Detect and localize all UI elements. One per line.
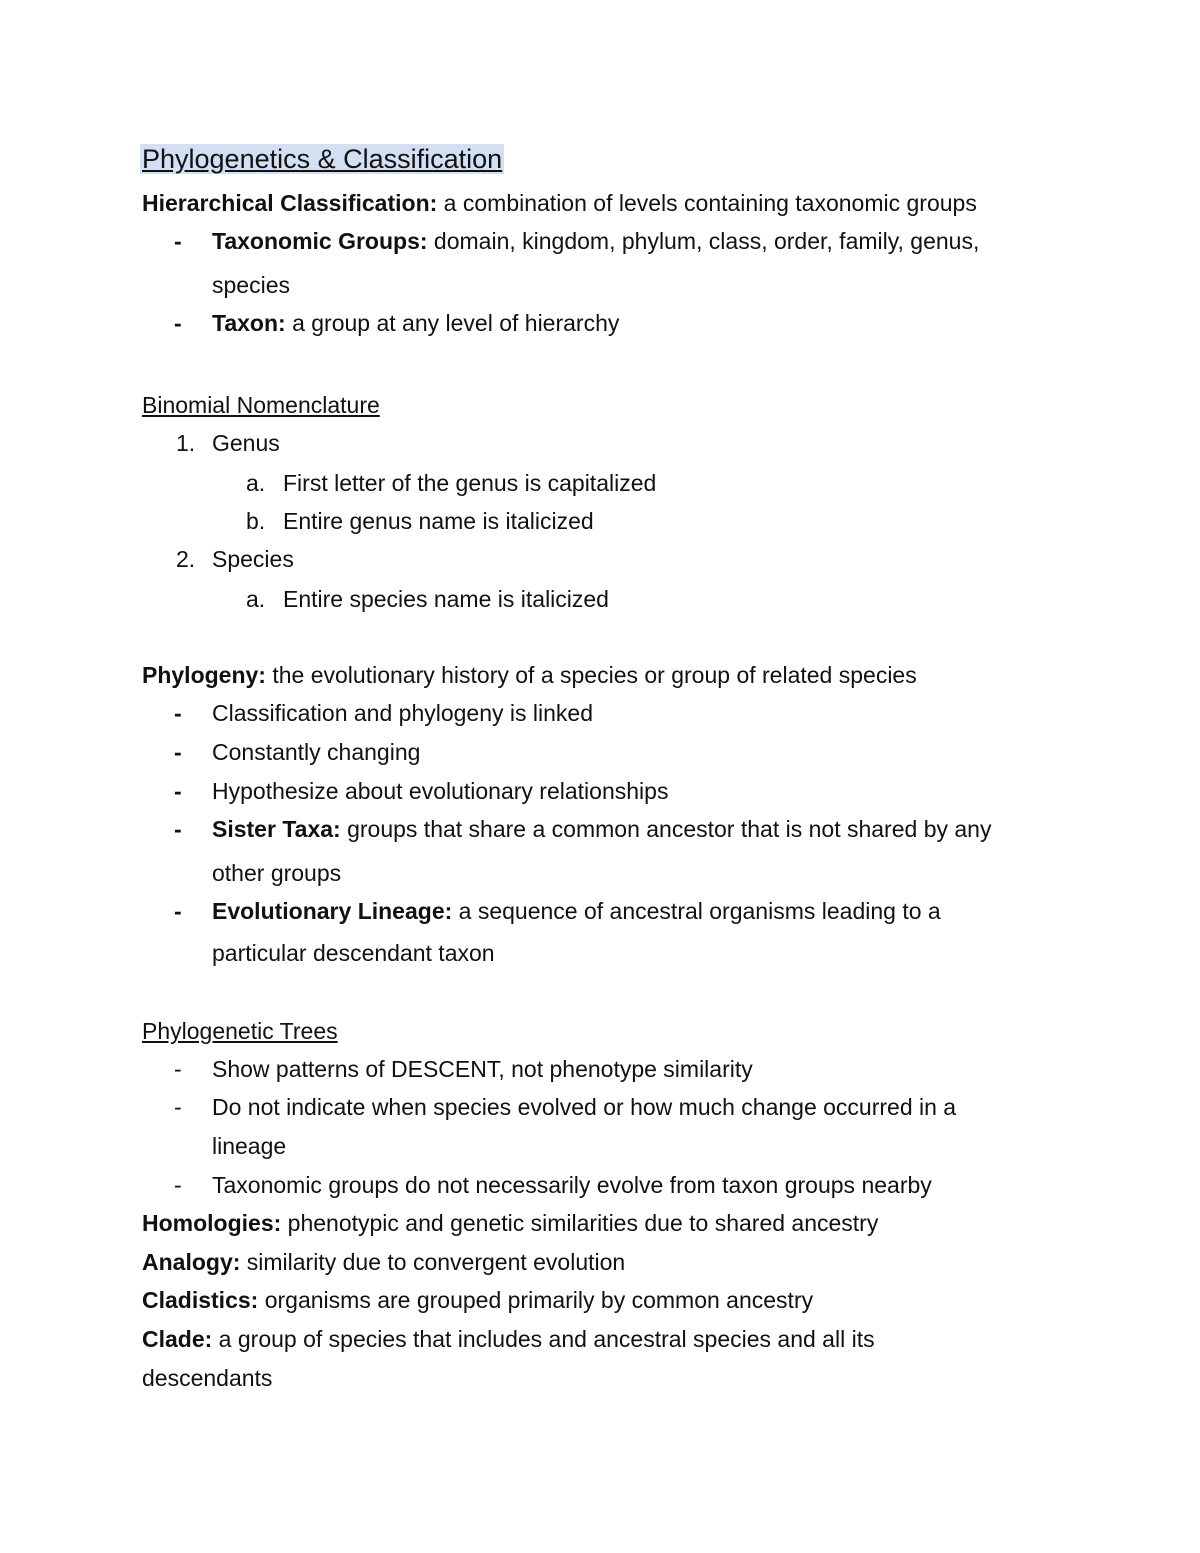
item-number: 2. <box>176 546 196 572</box>
taxonomic-groups-cont: species <box>212 272 290 298</box>
cladistics-text: organisms are grouped primarily by common ancestry <box>258 1287 814 1313</box>
phylogenetic-trees-heading: Phylogenetic Trees <box>142 1018 338 1044</box>
clade-line-continuation: descendants <box>142 1365 273 1391</box>
evolutionary-lineage-text: a sequence of ancestral organisms leading to a <box>452 898 941 924</box>
dash-bullet: - <box>174 816 182 842</box>
homologies-line <box>142 1208 878 1238</box>
dash-bullet: - <box>174 778 182 804</box>
clade-term: Clade: <box>142 1326 213 1352</box>
dash-bullet: - <box>174 739 182 765</box>
dash-bullet: - <box>174 1094 182 1120</box>
sister-taxa-term: Sister Taxa: <box>212 816 341 842</box>
list-item-text: Constantly changing <box>212 739 421 765</box>
analogy-term: Analogy: <box>142 1249 241 1275</box>
item-label: Species <box>212 546 294 572</box>
sub-item-text: Entire species name is italicized <box>283 586 609 612</box>
sister-taxa-text: groups that share a common ancestor that is not shared by any <box>340 816 992 842</box>
item-label: Genus <box>212 430 280 456</box>
dash-bullet: - <box>174 1056 182 1082</box>
taxonomic-groups-text: domain, kingdom, phylum, class, order, family, genus, <box>427 228 980 254</box>
dash-bullet: - <box>174 700 182 726</box>
taxon-text: a group at any level of hierarchy <box>285 310 620 336</box>
dash-bullet: - <box>174 898 182 924</box>
cladistics-term: Cladistics: <box>142 1287 259 1313</box>
list-item-text: Hypothesize about evolutionary relationships <box>212 778 669 804</box>
evolutionary-lineage-term: Evolutionary Lineage: <box>212 898 453 924</box>
phylogeny-line <box>142 660 917 690</box>
list-item-text: Do not indicate when species evolved or how much change occurred in a <box>212 1094 957 1120</box>
item-number: 1. <box>176 430 196 456</box>
hierarchical-classification-definition: a combination of levels containing taxonomic groups <box>437 190 977 216</box>
hierarchical-classification-line <box>142 188 977 218</box>
phylogeny-definition: the evolutionary history of a species or group of related species <box>265 662 917 688</box>
taxon-term: Taxon: <box>212 310 286 336</box>
clade-text: a group of species that includes and ancestral species and all its <box>212 1326 875 1352</box>
evolutionary-lineage-cont: particular descendant taxon <box>212 940 495 966</box>
list-item-cont: lineage <box>212 1133 287 1159</box>
list-item-text: Show patterns of DESCENT, not phenotype similarity <box>212 1056 753 1082</box>
analogy-text: similarity due to convergent evolution <box>240 1249 626 1275</box>
homologies-text: phenotypic and genetic similarities due to shared ancestry <box>281 1210 879 1236</box>
homologies-term: Homologies: <box>142 1210 282 1236</box>
dash-bullet: - <box>174 310 182 336</box>
page-title: Phylogenetics & Classification <box>142 144 503 174</box>
binomial-nomenclature-heading: Binomial Nomenclature <box>142 392 380 418</box>
sub-item-text: Entire genus name is italicized <box>283 508 594 534</box>
clade-line <box>142 1324 875 1354</box>
dash-bullet: - <box>174 1172 182 1198</box>
dash-bullet: - <box>174 228 182 254</box>
taxonomic-groups-term: Taxonomic Groups: <box>212 228 428 254</box>
hierarchical-classification-term: Hierarchical Classification: <box>142 190 438 216</box>
analogy-line <box>142 1247 625 1277</box>
sub-item-letter: a. <box>246 470 266 496</box>
sub-item-letter: a. <box>246 586 266 612</box>
cladistics-line <box>142 1285 813 1315</box>
sub-item-letter: b. <box>246 508 266 534</box>
list-item-text: Classification and phylogeny is linked <box>212 700 593 726</box>
sub-item-text: First letter of the genus is capitalized <box>283 470 657 496</box>
phylogeny-term: Phylogeny: <box>142 662 266 688</box>
list-item-text: Taxonomic groups do not necessarily evolve from taxon groups nearby <box>212 1172 932 1198</box>
sister-taxa-cont: other groups <box>212 860 342 886</box>
